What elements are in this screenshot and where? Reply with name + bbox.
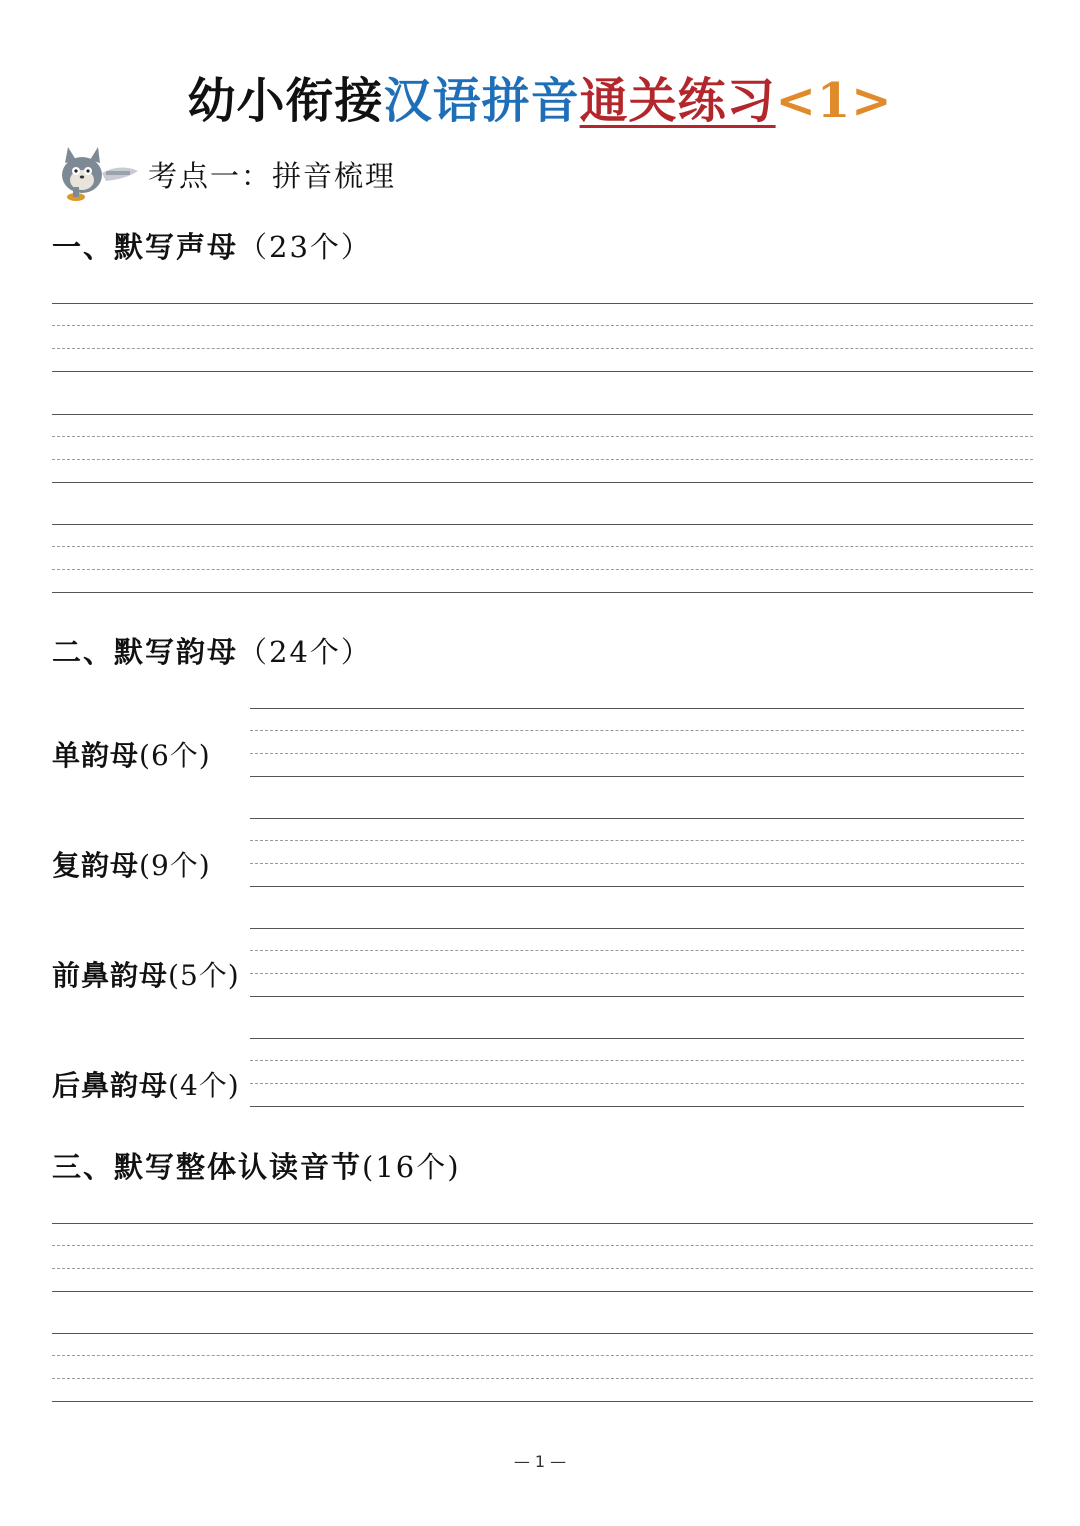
simple-finals-text: 单韵母 [52, 739, 140, 772]
page-title [0, 62, 1080, 131]
section-initials-heading [52, 225, 372, 266]
writing-lines-initials-3[interactable] [52, 524, 1033, 594]
section-initials-count: （23个） [238, 230, 372, 264]
back-nasal-finals-count: (4个) [168, 1069, 240, 1102]
section-finals-heading [52, 630, 372, 671]
writing-lines-initials-2[interactable] [52, 414, 1033, 484]
back-nasal-finals-text: 后鼻韵母 [52, 1069, 169, 1102]
section-initials-label: 一、默写声母 [52, 230, 239, 264]
writing-lines-compound-finals[interactable] [250, 818, 1024, 888]
page-number: — 1 — [513, 1452, 567, 1471]
writing-lines-back-nasal-finals[interactable] [250, 1038, 1024, 1108]
compound-finals-label [52, 844, 211, 884]
front-nasal-finals-label [52, 954, 240, 994]
writing-lines-syllables-1[interactable] [52, 1223, 1033, 1293]
section-syllables-count: (16个) [362, 1150, 461, 1184]
title-part-1: 幼小衔接 [187, 73, 384, 129]
writing-lines-simple-finals[interactable] [250, 708, 1024, 778]
compound-finals-count: (9个) [139, 849, 211, 882]
exam-point-row [46, 142, 396, 206]
writing-lines-initials-1[interactable] [52, 303, 1033, 373]
section-finals-count: （24个） [238, 635, 372, 669]
exam-point-label: 考点一：拼音梳理 [148, 158, 397, 193]
title-part-4: <1> [775, 73, 893, 129]
cartoon-cat-mascot-icon [46, 143, 142, 205]
section-syllables-heading [52, 1145, 461, 1186]
section-finals-label: 二、默写韵母 [52, 635, 239, 669]
writing-lines-front-nasal-finals[interactable] [250, 928, 1024, 998]
title-part-3: 通关练习 [579, 73, 776, 129]
simple-finals-label [52, 734, 211, 774]
compound-finals-text: 复韵母 [52, 849, 140, 882]
front-nasal-finals-count: (5个) [168, 959, 240, 992]
back-nasal-finals-label [52, 1064, 240, 1104]
front-nasal-finals-text: 前鼻韵母 [52, 959, 169, 992]
title-part-2: 汉语拼音 [383, 73, 580, 129]
section-syllables-label: 三、默写整体认读音节 [52, 1150, 363, 1184]
simple-finals-count: (6个) [139, 739, 211, 772]
writing-lines-syllables-2[interactable] [52, 1333, 1033, 1403]
